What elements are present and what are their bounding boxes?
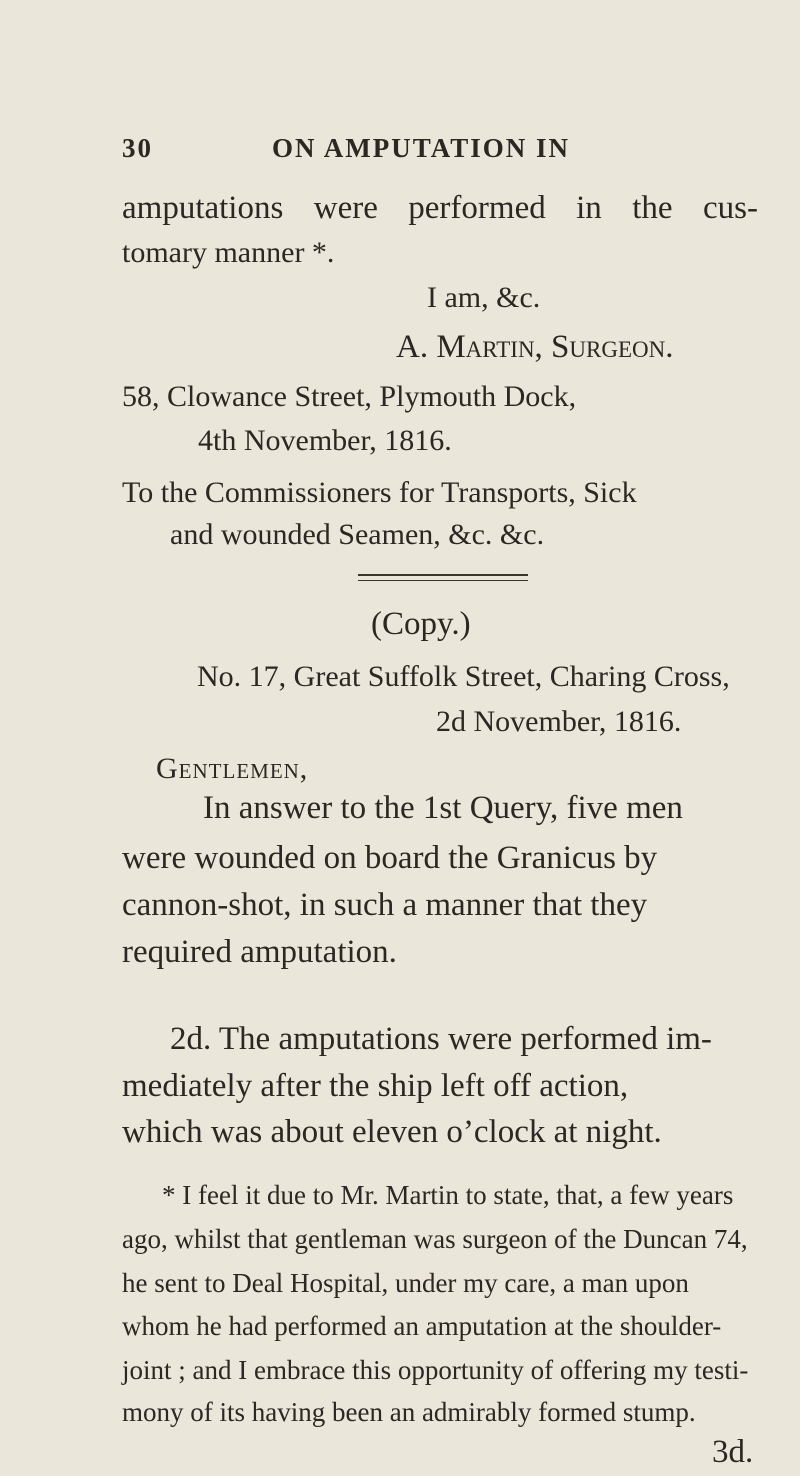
letter-date: 4th November, 1816.	[198, 424, 452, 457]
body-line	[122, 190, 758, 227]
word: in	[576, 190, 602, 226]
letter-date: 2d November, 1816.	[436, 705, 682, 738]
word: cus-	[702, 190, 758, 226]
section-divider	[358, 574, 528, 576]
word: amputations	[122, 190, 284, 226]
word: performed	[408, 190, 546, 226]
footnote-line: mony of its having been an admirably formed stump.	[122, 1397, 696, 1427]
footnote-line: joint ; and I embrace this opportunity of offering my testi-	[122, 1355, 749, 1385]
letter-signature: A. Martin, Surgeon.	[396, 329, 674, 365]
section-divider	[358, 580, 528, 581]
copy-label: (Copy.)	[371, 606, 471, 642]
running-title: ON AMPUTATION IN	[272, 133, 571, 163]
page-number: 30	[122, 133, 153, 163]
letter-address: 58, Clowance Street, Plymouth Dock,	[122, 380, 577, 413]
footnote-line: * I feel it due to Mr. Martin to state, that, a few years	[162, 1180, 734, 1210]
letter-address: No. 17, Great Suffolk Street, Charing Cross,	[197, 660, 730, 693]
body-line: tomary manner *.	[122, 236, 335, 269]
body-line: were wounded on board the Granicus by	[122, 840, 658, 876]
word: were	[313, 190, 378, 226]
letter-closing: I am, &c.	[427, 281, 541, 314]
addressee-line: To the Commissioners for Transports, Sick	[122, 476, 637, 509]
footnote-line: whom he had performed an amputation at the shoulder-	[122, 1311, 722, 1341]
body-line: 2d. The amputations were performed im-	[170, 1021, 712, 1057]
body-line: required amputation.	[122, 934, 397, 970]
body-line: which was about eleven o’clock at night.	[122, 1114, 662, 1150]
catchword: 3d.	[712, 1434, 754, 1470]
footnote-line: ago, whilst that gentleman was surgeon of the Duncan 74,	[122, 1224, 748, 1254]
word: the	[632, 190, 673, 226]
body-line: mediately after the ship left off action,	[122, 1068, 629, 1104]
body-line: cannon-shot, in such a manner that they	[122, 887, 648, 923]
body-line: In answer to the 1st Query, five men	[203, 790, 683, 826]
salutation: Gentlemen,	[156, 752, 309, 785]
footnote-line: he sent to Deal Hospital, under my care, a man upon	[122, 1268, 689, 1298]
addressee-line: and wounded Seamen, &c. &c.	[170, 518, 545, 551]
